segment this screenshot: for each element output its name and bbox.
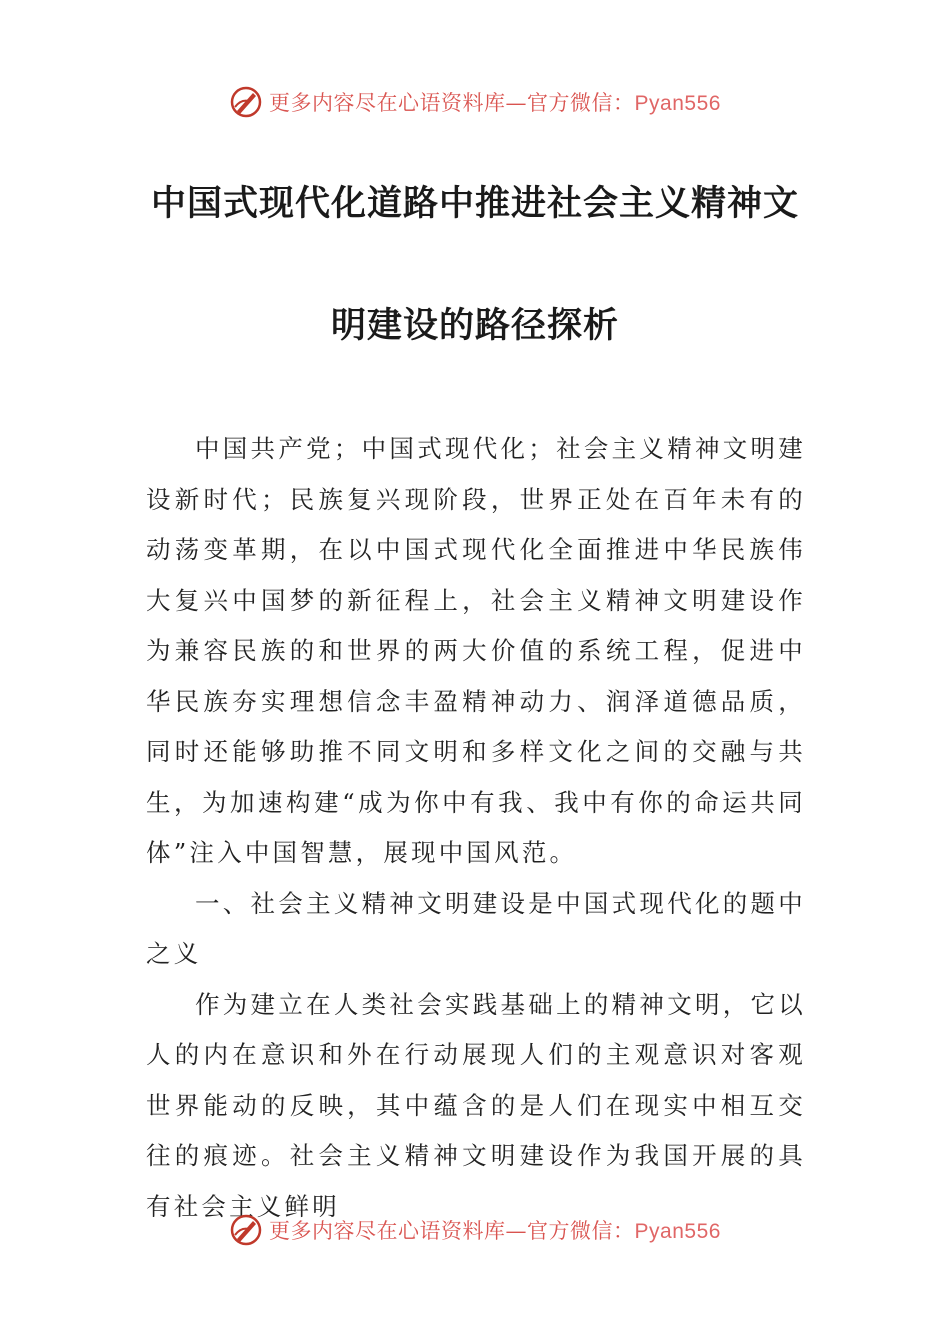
header-watermark-banner: [0, 82, 950, 122]
pen-logo-icon: [229, 85, 263, 119]
wechat-id: Pyan556: [634, 1220, 721, 1243]
body-paragraph-keywords: 中国共产党；中国式现代化；社会主义精神文明建设新时代；民族复兴现阶段，世界正处在百年未有的动荡变革期，在以中国式现代化全面推进中华民族伟大复兴中国梦的新征程上，社会主义精神文明建设作为兼容民族的和世界的两大价值的系统工程，促进中华民族夯实理想信念丰盈精神动力、润泽道德品质，同时还能够助推不同文明和多样文化之间的交融与共生，为加速构建“成为你中有我、我中有你的命运共同体”注入中国智慧，展现中国风范。: [146, 434, 806, 867]
wechat-id: Pyan556: [634, 92, 721, 115]
document-title-line-1: 中国式现代化道路中推进社会主义精神文: [150, 184, 799, 224]
watermark-label: 更多内容尽在心语资料库—官方微信：: [269, 1219, 635, 1243]
watermark-text: [269, 87, 721, 117]
document-body: [146, 424, 806, 1232]
section-heading-1: 一、社会主义精神文明建设是中国式现代化的题中之义: [146, 888, 806, 968]
footer-watermark-banner: [0, 1210, 950, 1250]
body-paragraph-section-1: 作为建立在人类社会实践基础上的精神文明，它以人的内在意识和外在行动展现人们的主观意识对客观世界能动的反映，其中蕴含的是人们在现实中相互交往的痕迹。社会主义精神文明建设作为我国开展的具有社会主义鲜明: [146, 989, 806, 1221]
watermark-label: 更多内容尽在心语资料库—官方微信：: [269, 91, 635, 115]
pen-logo-icon: [229, 1213, 263, 1247]
watermark-text: [269, 1215, 721, 1245]
document-title-line-2: 明建设的路径探析: [330, 306, 619, 346]
